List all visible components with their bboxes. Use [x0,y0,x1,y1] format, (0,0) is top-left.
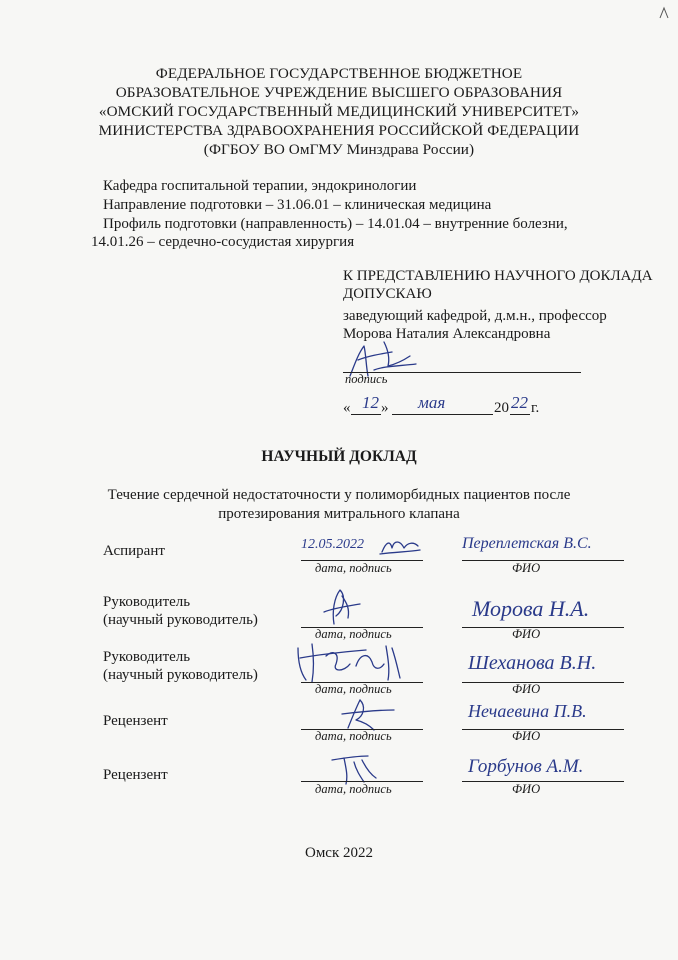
fio-caption: ФИО [512,729,541,743]
role-label: Аспирант [103,543,165,559]
role-label: Руководитель [103,649,191,665]
fio-line [462,560,624,561]
date-signature-caption: дата, подпись [315,729,392,743]
handwritten-fio: Морова Н.А. [472,596,590,621]
fio-caption: ФИО [512,561,541,575]
date-day-line [351,414,381,415]
date-year-suffix: 22 [511,393,528,412]
page-corner-mark [658,6,670,20]
header-line-2: ОБРАЗОВАТЕЛЬНОЕ УЧРЕЖДЕНИЕ ВЫСШЕГО ОБРАЗОВАНИЯ [115,84,563,101]
department: Кафедра госпитальной терапии, эндокринологии [103,178,417,194]
topic-line-2: протезирования митрального клапана [218,506,460,522]
fio-line [462,729,624,730]
fio-line [462,682,624,683]
approver-signature-caption: подпись [345,372,388,386]
date-year-end: г. [531,400,540,416]
header-line-1: ФЕДЕРАЛЬНОЕ ГОСУДАРСТВЕННОЕ БЮДЖЕТНОЕ [155,65,523,82]
profile-line-1: Профиль подготовки (направленность) – 14.01.04 – внутренние болезни, [103,216,568,232]
date-year-prefix: 20 [494,400,509,416]
direction: Направление подготовки – 31.06.01 – клиническая медицина [103,197,492,213]
date-year-line [510,414,530,415]
approver-name: Морова Наталия Александровна [343,326,551,342]
fio-line [462,627,624,628]
city-year: Омск 2022 [304,845,374,861]
role-label: Руководитель [103,594,191,610]
topic-line-1: Течение сердечной недостаточности у полиморбидных пациентов после [107,487,571,503]
date-close-quote: » [381,400,389,416]
reviewer-1-signature [338,694,398,732]
handwritten-fio: Нечаевина П.В. [468,701,587,721]
role-label: Рецензент [103,713,168,729]
profile-line-2: 14.01.26 – сердечно-сосудистая хирургия [91,234,355,250]
approval-line-2: ДОПУСКАЮ [343,286,432,302]
handwritten-fio: Переплетская В.С. [462,535,592,552]
header-line-4: МИНИСТЕРСТВА ЗДРАВООХРАНЕНИЯ РОССИЙСКОЙ ФЕДЕРАЦИИ [98,122,580,139]
fio-caption: ФИО [512,627,541,641]
date-signature-caption: дата, подпись [315,682,392,696]
approval-line-1: К ПРЕДСТАВЛЕНИЮ НАУЧНОГО ДОКЛАДА [343,268,653,284]
date-month-line [392,414,493,415]
fio-line [462,781,624,782]
co-supervisor-signature [292,636,412,686]
header-line-5: (ФГБОУ ВО ОмГМУ Минздрава России) [203,141,475,158]
fio-caption: ФИО [512,782,541,796]
date-signature-caption: дата, подпись [315,782,392,796]
date-signature-caption: дата, подпись [315,627,392,641]
role-label: Рецензент [103,767,168,783]
role-sublabel: (научный руководитель) [103,667,258,683]
date-signature-caption: дата, подпись [315,561,392,575]
handwritten-fio: Горбунов А.М. [468,756,584,777]
student-signature [378,536,422,558]
header-line-3: «ОМСКИЙ ГОСУДАРСТВЕННЫЙ МЕДИЦИНСКИЙ УНИВЕРСИТЕТ» [98,103,580,120]
handwritten-date: 12.05.2022 [301,537,364,552]
approver-position: заведующий кафедрой, д.м.н., профессор [343,308,607,324]
supervisor-signature [318,584,364,628]
role-sublabel: (научный руководитель) [103,612,258,628]
report-title: НАУЧНЫЙ ДОКЛАД [261,448,417,465]
date-day: 12 [362,393,379,412]
handwritten-fio: Шеханова В.Н. [468,652,597,674]
date-open-quote: « [343,400,351,416]
fio-caption: ФИО [512,682,541,696]
date-month: мая [418,393,446,412]
